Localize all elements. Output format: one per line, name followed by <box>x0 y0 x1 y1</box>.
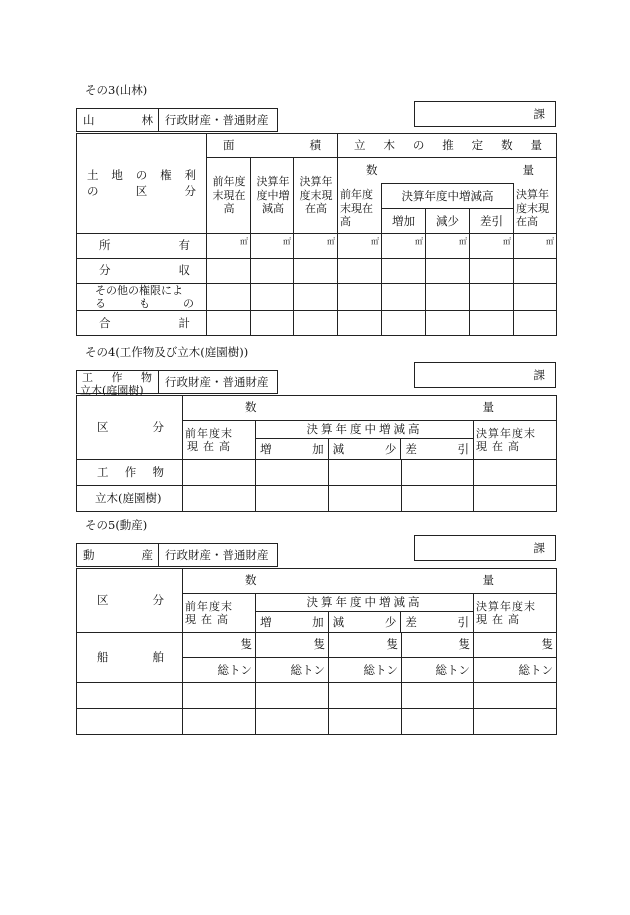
area-header: 面 積 <box>207 134 338 158</box>
prev-header: 前年度末 現在高 <box>183 594 256 633</box>
kubun-header: 区 分 <box>77 569 183 633</box>
suuryo-header: 数 量 <box>338 158 557 184</box>
section4-table <box>76 395 557 512</box>
table-row: その他の権限によ る も の <box>77 284 557 311</box>
section3-label-left: 山 林 <box>83 113 153 127</box>
end-header: 決算年度末 現在高 <box>474 421 557 460</box>
area-end-header: 決算年度末現在高 <box>294 158 338 234</box>
area-change-header: 決算年度中増減高 <box>251 158 294 234</box>
section3-table <box>76 133 557 336</box>
section3-label-right: 行政財産・普通財産 <box>165 113 269 127</box>
suuryo-header: 数 量 <box>183 569 557 594</box>
section5-label-left: 動 産 <box>83 548 153 562</box>
trees-end-header: 決算年度末現在高 <box>514 184 557 234</box>
section5-table <box>76 568 557 735</box>
section4-label-left: 工 作 物 立木(庭園樹) <box>80 371 152 398</box>
kubun-header: 区 分 <box>77 396 183 460</box>
area-prev-header: 前年度末現在高 <box>207 158 251 234</box>
table-row: 分 収 <box>77 259 557 284</box>
table-row: 立木(庭園樹) <box>77 486 557 512</box>
trees-prev-header: 前年度末現在高 <box>338 184 382 234</box>
section3-dept-box <box>414 101 556 127</box>
section5-label-right: 行政財産・普通財産 <box>165 548 269 562</box>
end-header: 決算年度末 現在高 <box>474 594 557 633</box>
section5-label-box <box>76 543 278 567</box>
table-row <box>77 683 557 709</box>
table-row: 工 作 物 <box>77 460 557 486</box>
table-row: 船 舶 隻 総トン 隻 総トン 隻 総トン 隻 総トン 隻 総トン <box>77 633 557 683</box>
section3-heading: その3(山林) <box>85 83 148 97</box>
section3-label-box <box>76 108 278 132</box>
section5-dept-box <box>414 535 556 561</box>
section4-label-right: 行政財産・普通財産 <box>165 375 269 389</box>
ka-label: 課 <box>533 107 545 121</box>
suuryo-header: 数 量 <box>183 396 557 421</box>
prev-header: 前年度末 現在高 <box>183 421 256 460</box>
change-group: 決算年度中増減高 増 加 減 少 差 引 <box>256 594 474 633</box>
change-group: 決算年度中増減高 増 加 減 少 差 引 <box>256 421 474 460</box>
ka-label: 課 <box>533 368 545 382</box>
table-row <box>77 709 557 735</box>
section5-heading: その5(動産) <box>85 518 148 532</box>
trees-header: 立 木 の 推 定 数 量 <box>338 134 557 158</box>
ka-label: 課 <box>533 541 545 555</box>
trees-change-group: 決算年度中増減高 増加 減少 差引 <box>382 184 514 234</box>
section4-label-box <box>76 370 278 398</box>
table-row: 所 有 ㎡ ㎡ ㎡ ㎡ ㎡ ㎡ ㎡ ㎡ <box>77 234 557 259</box>
table-row: 合 計 <box>77 311 557 336</box>
section4-heading: その4(工作物及び立木(庭園樹)) <box>85 345 249 359</box>
land-rights-header: 土 地 の 権 利 の 区 分 <box>77 134 207 234</box>
section4-dept-box <box>414 362 556 388</box>
